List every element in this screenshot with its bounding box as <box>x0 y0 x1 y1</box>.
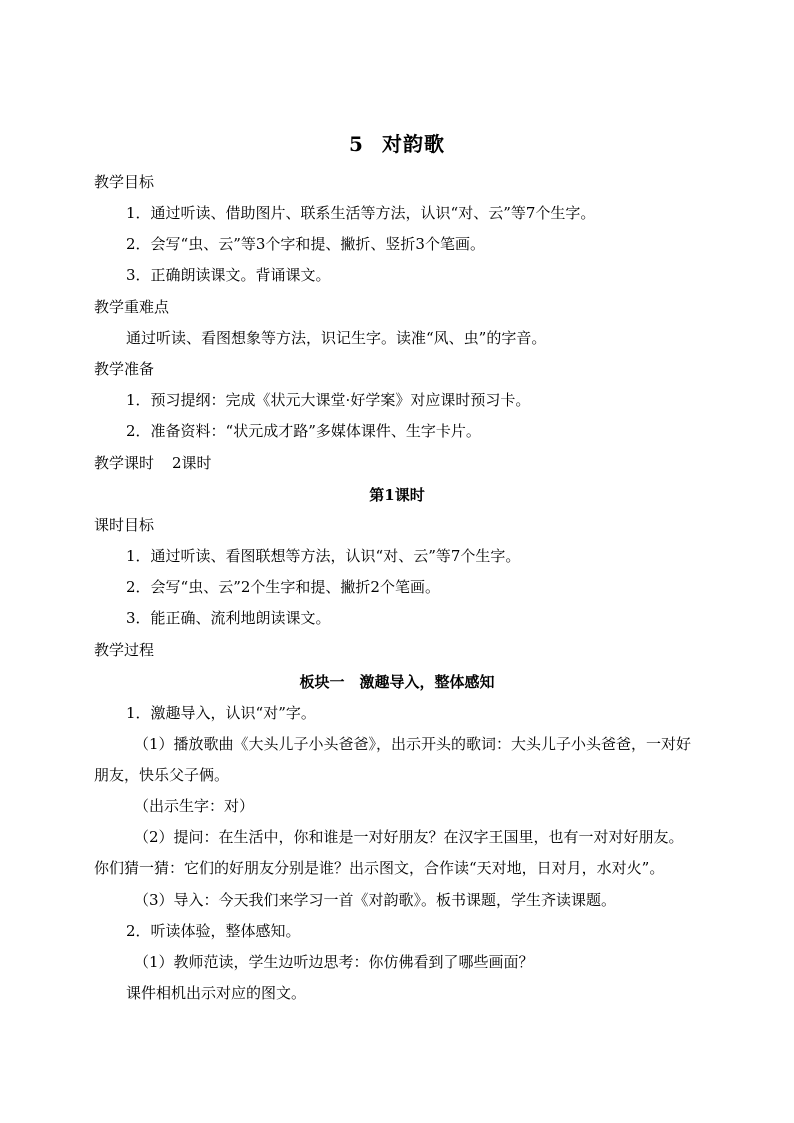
process-line-2: （1）播放歌曲《大头儿子小头爸爸》，出示开头的歌词：大头儿子小头爸爸，一对好 <box>134 735 692 753</box>
periods-value: 2课时 <box>172 454 212 472</box>
key-points-text: 通过听读、看图想象等方法，识记生字。读准“风、虫”的字音。 <box>126 329 547 347</box>
process-line-8: 2．听读体验，整体感知。 <box>126 922 301 940</box>
section-heading-key-points: 教学重难点 <box>94 298 170 316</box>
periods-label: 教学课时 <box>94 454 155 472</box>
teaching-periods <box>94 453 212 473</box>
lesson-goal-3: 3．能正确、流利地朗读课文。 <box>126 609 331 627</box>
teaching-goal-1: 1．通过听读、借助图片、联系生活等方法，认识“对、云”等7个生字。 <box>126 204 596 222</box>
preparation-item-1: 1．预习提纲：完成《状元大课堂·好学案》对应课时预习卡。 <box>126 391 531 409</box>
teaching-goal-3: 3．正确朗读课文。背诵课文。 <box>126 266 331 284</box>
section-heading-preparation: 教学准备 <box>94 360 155 378</box>
process-line-5: （2）提问：在生活中，你和谁是一对好朋友？在汉字王国里，也有一对对好朋友。 <box>134 828 684 846</box>
process-heading: 教学过程 <box>94 641 155 659</box>
process-line-6: 你们猜一猜：它们的好朋友分别是谁？出示图文，合作读“天对地，日对月，水对火”。 <box>94 859 665 877</box>
section-heading-teaching-goals: 教学目标 <box>94 173 155 191</box>
lesson-goal-1: 1．通过听读、看图联想等方法，认识“对、云”等7个生字。 <box>126 547 521 565</box>
process-line-3: 朋友，快乐父子俩。 <box>94 766 230 784</box>
process-line-1: 1．激趣导入，认识“对”字。 <box>126 704 316 722</box>
title-text: 对韵歌 <box>381 132 445 156</box>
process-line-10: 课件相机出示对应的图文。 <box>126 984 307 1002</box>
lesson-1-heading: 第1课时 <box>369 486 425 504</box>
process-line-7: （3）导入：今天我们来学习一首《对韵歌》。板书课题，学生齐读课题。 <box>134 891 617 909</box>
page-title <box>0 128 794 157</box>
block-1-heading: 板块一 激趣导入，整体感知 <box>299 673 495 691</box>
lesson-goal-2: 2．会写“虫、云”2个生字和提、撇折2个笔画。 <box>126 578 440 596</box>
title-number: 5 <box>349 132 364 156</box>
lesson-goals-heading: 课时目标 <box>94 516 155 534</box>
process-line-4: （出示生字：对） <box>134 797 255 815</box>
preparation-item-2: 2．准备资料：“状元成才路”多媒体课件、生字卡片。 <box>126 422 481 440</box>
process-line-9: （1）教师范读，学生边听边思考：你仿佛看到了哪些画面？ <box>134 953 534 971</box>
teaching-goal-2: 2．会写“虫、云”等3个字和提、撇折、竖折3个笔画。 <box>126 235 485 253</box>
